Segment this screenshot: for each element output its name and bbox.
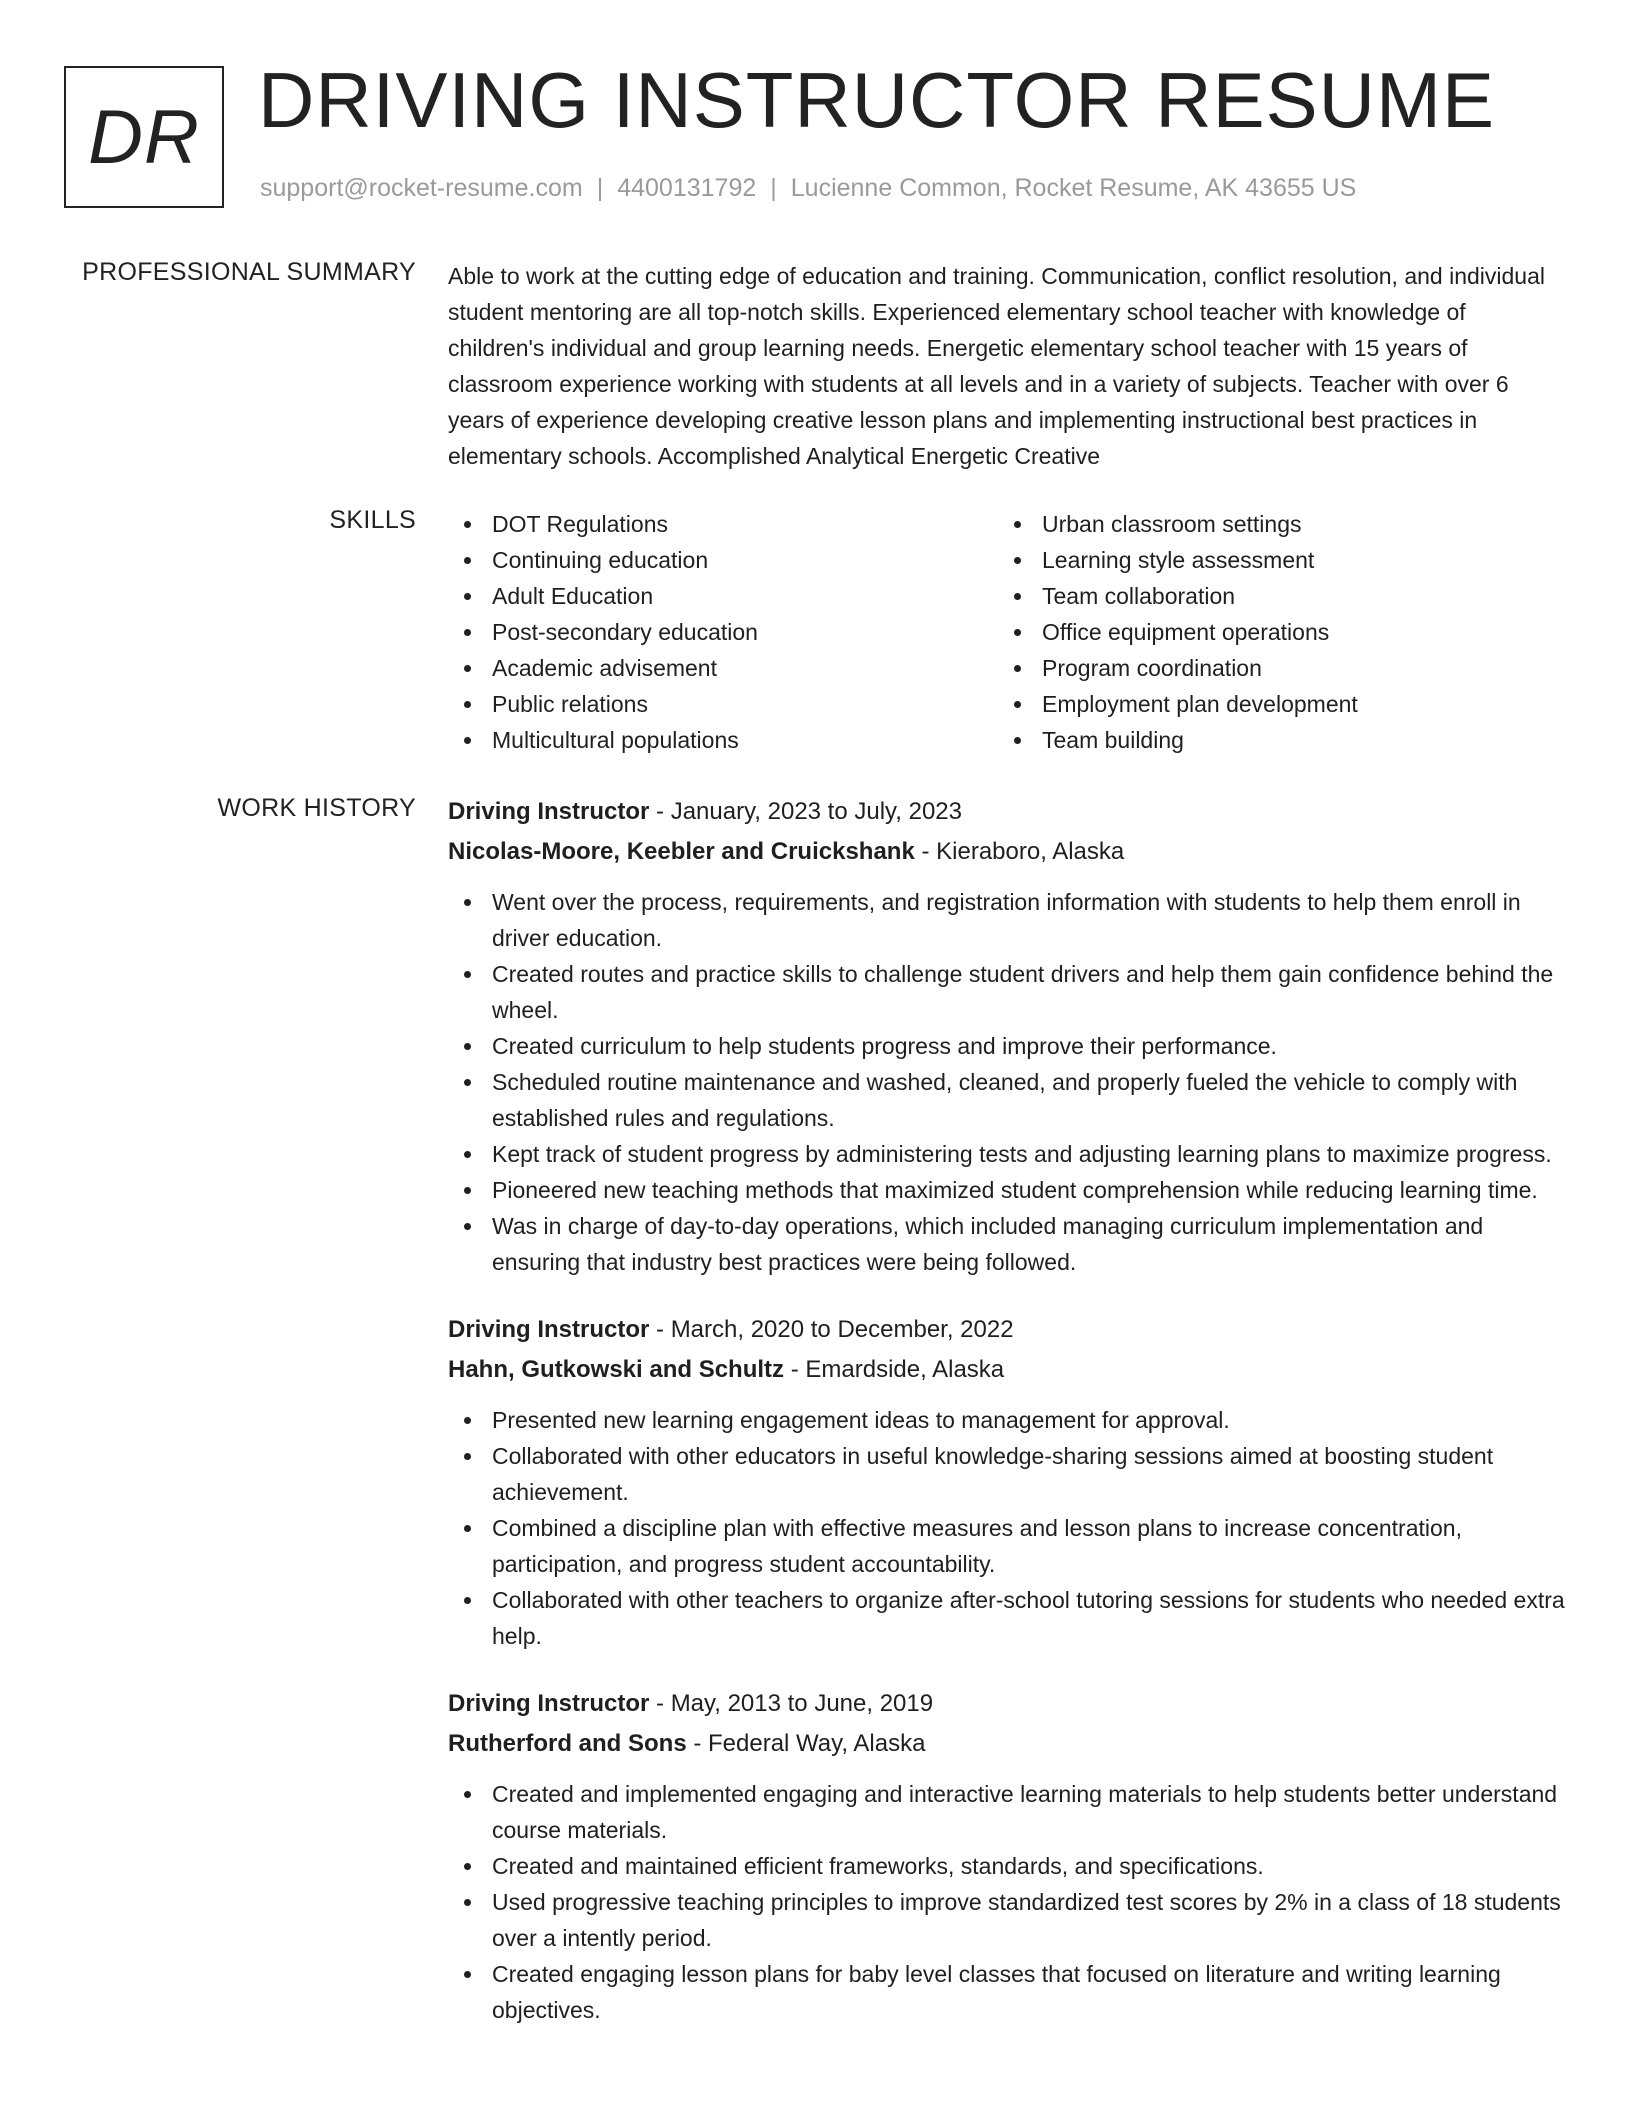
job-company-line bbox=[448, 832, 1566, 872]
job-location: - Kieraboro, Alaska bbox=[914, 838, 1125, 865]
job-bullet: Used progressive teaching principles to improve standardized test scores by 2% in a class of 18 students over a intently period. bbox=[492, 1884, 1566, 1956]
job-bullet: Kept track of student progress by administering tests and adjusting learning plans to maximize progress. bbox=[492, 1136, 1566, 1172]
work-history-label: WORK HISTORY bbox=[217, 794, 416, 822]
job-company: Hahn, Gutkowski and Schultz bbox=[448, 1356, 785, 1383]
skills-list-left bbox=[448, 506, 998, 758]
job-bullet-list bbox=[448, 1402, 1566, 1654]
monogram-logo: DR bbox=[64, 66, 224, 208]
job-title: Driving Instructor bbox=[448, 798, 650, 825]
skill-item: DOT Regulations bbox=[492, 506, 998, 542]
skill-item: Urban classroom settings bbox=[1042, 506, 1548, 542]
skills-column-right bbox=[998, 506, 1548, 758]
job-bullet: Collaborated with other educators in useful knowledge-sharing sessions aimed at boosting student achievement. bbox=[492, 1438, 1566, 1510]
job-bullet: Created and implemented engaging and interactive learning materials to help students better understand course materials. bbox=[492, 1776, 1566, 1848]
job-company: Rutherford and Sons bbox=[448, 1730, 687, 1757]
job-bullet-list bbox=[448, 1776, 1566, 2028]
skill-item: Continuing education bbox=[492, 542, 998, 578]
job-title-line bbox=[448, 1310, 1566, 1350]
contact-line bbox=[260, 174, 1356, 203]
skills-body bbox=[448, 506, 1566, 758]
job-location: - Federal Way, Alaska bbox=[686, 1730, 926, 1757]
job-bullet: Created engaging lesson plans for baby level classes that focused on literature and writing learning objectives. bbox=[492, 1956, 1566, 2028]
skills-column-left bbox=[448, 506, 998, 758]
contact-email[interactable]: support@rocket-resume.com bbox=[260, 174, 583, 202]
job-title-line bbox=[448, 1684, 1566, 1724]
skill-item: Multicultural populations bbox=[492, 722, 998, 758]
skill-item: Public relations bbox=[492, 686, 998, 722]
contact-separator: | bbox=[596, 174, 604, 202]
job-bullet: Was in charge of day-to-day operations, which included managing curriculum implementation and ensuring that industry best practices were being followed. bbox=[492, 1208, 1566, 1280]
skill-item: Team building bbox=[1042, 722, 1548, 758]
job-bullet: Presented new learning engagement ideas to management for approval. bbox=[492, 1402, 1566, 1438]
job-company-line bbox=[448, 1350, 1566, 1390]
skills-label: SKILLS bbox=[329, 506, 416, 534]
job-bullet: Went over the process, requirements, and registration information with students to help them enroll in driver education. bbox=[492, 884, 1566, 956]
job-bullet: Collaborated with other teachers to organize after-school tutoring sessions for students who needed extra help. bbox=[492, 1582, 1566, 1654]
summary-body bbox=[448, 258, 1566, 474]
job-bullet: Created curriculum to help students progress and improve their performance. bbox=[492, 1028, 1566, 1064]
skill-item: Learning style assessment bbox=[1042, 542, 1548, 578]
job-bullet: Created and maintained efficient frameworks, standards, and specifications. bbox=[492, 1848, 1566, 1884]
job-entry bbox=[448, 1310, 1566, 1654]
job-entry bbox=[448, 1684, 1566, 2028]
job-title-line bbox=[448, 792, 1566, 832]
job-bullet-list bbox=[448, 884, 1566, 1280]
work-history-body bbox=[448, 792, 1566, 2058]
job-dates: - May, 2013 to June, 2019 bbox=[649, 1690, 934, 1717]
job-company: Nicolas-Moore, Keebler and Cruickshank bbox=[448, 838, 915, 865]
skill-item: Team collaboration bbox=[1042, 578, 1548, 614]
job-entry bbox=[448, 792, 1566, 1280]
skills-list-right bbox=[998, 506, 1548, 758]
job-bullet: Created routes and practice skills to challenge student drivers and help them gain confidence behind the wheel. bbox=[492, 956, 1566, 1028]
job-title: Driving Instructor bbox=[448, 1690, 650, 1717]
skill-item: Adult Education bbox=[492, 578, 998, 614]
job-bullet: Scheduled routine maintenance and washed, cleaned, and properly fueled the vehicle to comply with established rules and regulations. bbox=[492, 1064, 1566, 1136]
job-dates: - March, 2020 to December, 2022 bbox=[649, 1316, 1014, 1343]
job-company-line bbox=[448, 1724, 1566, 1764]
skill-item: Academic advisement bbox=[492, 650, 998, 686]
skill-item: Employment plan development bbox=[1042, 686, 1548, 722]
skill-item: Office equipment operations bbox=[1042, 614, 1548, 650]
job-location: - Emardside, Alaska bbox=[784, 1356, 1005, 1383]
skills-columns bbox=[448, 506, 1566, 758]
skill-item: Program coordination bbox=[1042, 650, 1548, 686]
job-dates: - January, 2023 to July, 2023 bbox=[649, 798, 962, 825]
summary-text: Able to work at the cutting edge of education and training. Communication, conflict resolution, and individual student mentoring are all top-notch skills. Experienced elementary school teacher with knowledge of children's individual and group learning needs. Energetic elementary school teacher with 15 years of classroom experience working with students at all levels and in a variety of subjects. Teacher with over 6 years of experience developing creative lesson plans and implementing instructional best practices in elementary schools. Accomplished Analytical Energetic Creative bbox=[448, 263, 1545, 469]
page-title: DRIVING INSTRUCTOR RESUME bbox=[258, 56, 1495, 144]
contact-phone[interactable]: 4400131792 bbox=[617, 174, 757, 202]
contact-address: Lucienne Common, Rocket Resume, AK 43655 US bbox=[790, 174, 1357, 202]
summary-label: PROFESSIONAL SUMMARY bbox=[82, 258, 416, 286]
job-title: Driving Instructor bbox=[448, 1316, 650, 1343]
job-bullet: Combined a discipline plan with effective measures and lesson plans to increase concentration, participation, and progress student accountability. bbox=[492, 1510, 1566, 1582]
contact-separator: | bbox=[770, 174, 777, 202]
skill-item: Post-secondary education bbox=[492, 614, 998, 650]
job-bullet: Pioneered new teaching methods that maximized student comprehension while reducing learning time. bbox=[492, 1172, 1566, 1208]
